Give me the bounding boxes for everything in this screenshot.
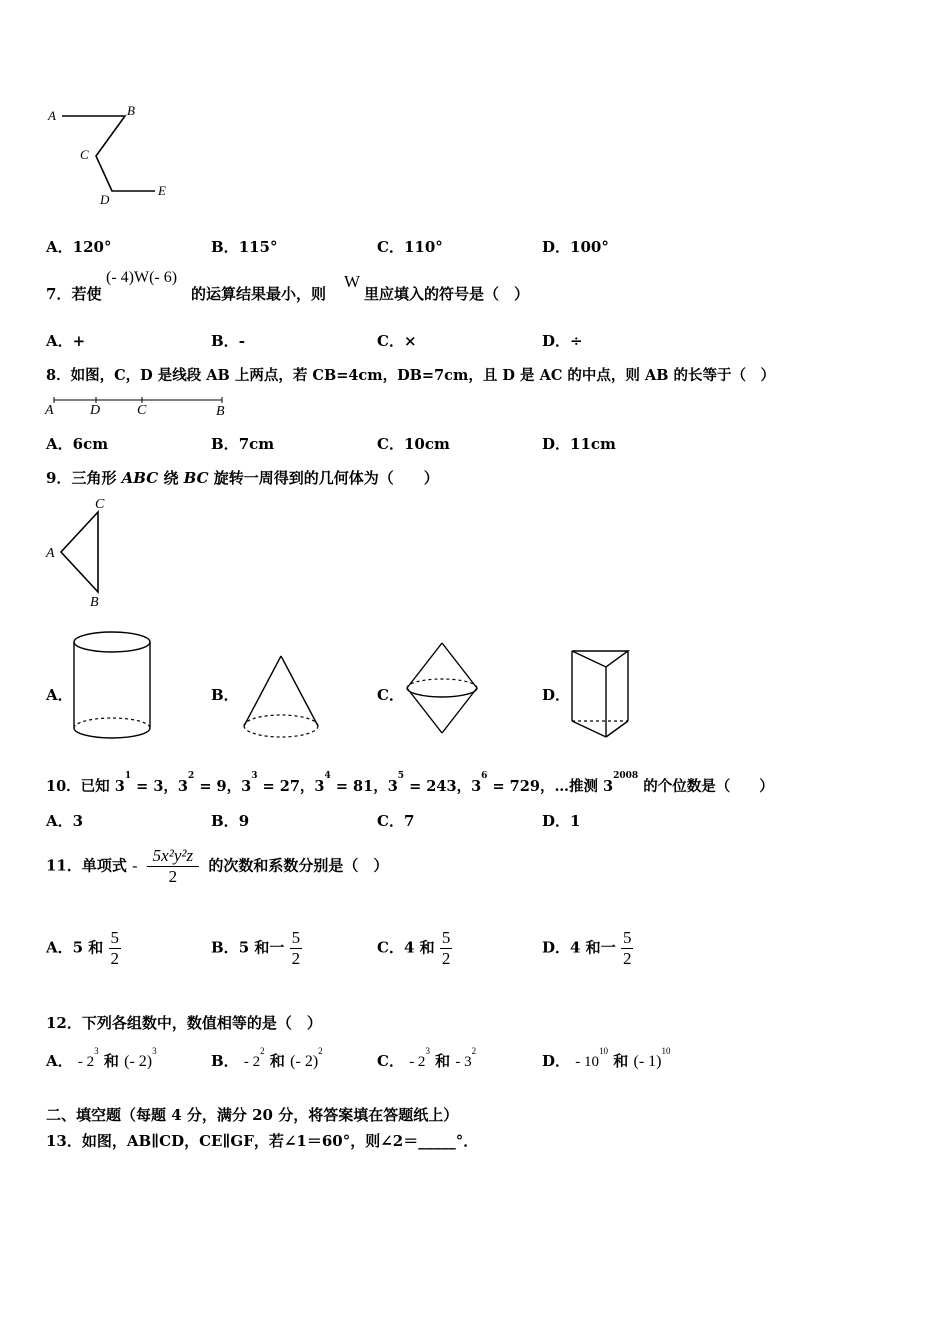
option-text: + xyxy=(72,332,86,350)
q9-axis-name: BC xyxy=(183,469,209,487)
option-text: × xyxy=(403,332,417,350)
option-letter: A． xyxy=(46,238,73,256)
q9-option-b[interactable]: B． xyxy=(211,686,239,704)
q12-option-a[interactable] xyxy=(46,1046,157,1071)
q12-option-c[interactable] xyxy=(377,1046,477,1071)
left-expression xyxy=(243,1046,265,1070)
q6-label-c: C xyxy=(80,147,89,162)
exponent: 2 xyxy=(188,771,195,781)
q9-label-c: C xyxy=(95,497,105,512)
exponent: 4 xyxy=(324,771,331,781)
option-letter: B． xyxy=(211,938,239,957)
option-text: 1 xyxy=(570,812,581,830)
q11-option-a[interactable] xyxy=(46,928,121,969)
option-letter: D． xyxy=(542,332,571,350)
q9-option-c[interactable]: C． xyxy=(377,686,404,704)
conjunction: 和 xyxy=(613,1052,629,1070)
option-letter: B． xyxy=(211,435,239,453)
exponent: 10 xyxy=(661,1046,671,1056)
base: (- 2) xyxy=(290,1053,319,1070)
right-expression xyxy=(290,1046,323,1070)
option-letter: A． xyxy=(46,332,73,350)
q10-text: = 729，…推测 3 xyxy=(487,778,614,795)
base: (- 2) xyxy=(124,1053,153,1070)
exponent: 1 xyxy=(124,771,132,781)
q11-numerator: 5x²y²z xyxy=(147,846,199,867)
option-letter: B． xyxy=(211,1052,239,1070)
q10-text: = 27，3 xyxy=(257,778,325,795)
q11-fraction xyxy=(147,846,199,887)
option-text: 11cm xyxy=(570,435,616,453)
q11-denominator: 2 xyxy=(168,867,178,886)
option-fraction xyxy=(621,928,634,969)
option-text: 110° xyxy=(403,238,443,256)
q6-option-a[interactable] xyxy=(46,236,111,257)
option-text: 5 和 xyxy=(238,938,270,957)
fraction-denominator: 2 xyxy=(110,949,120,968)
q13-stem: 13．如图，AB∥CD，CE∥GF，若∠1＝60°，则∠2＝_____°． xyxy=(46,1132,479,1150)
q10-text: = 3，3 xyxy=(131,778,189,795)
option-text: 6cm xyxy=(72,435,109,453)
q7-stem-middle: 的运算结果最小，则 xyxy=(191,285,327,303)
option-letter: C． xyxy=(377,332,404,350)
base: (- 1) xyxy=(633,1053,662,1070)
exponent: 3 xyxy=(425,1046,430,1056)
option-text: 7 xyxy=(403,812,415,830)
q11-prefix: 11．单项式 xyxy=(46,856,127,875)
base: - 2 xyxy=(409,1054,426,1070)
option-letter: C． xyxy=(377,435,404,453)
q10-stem xyxy=(46,771,774,796)
q6-label-a: A xyxy=(48,108,56,123)
exponent: 5 xyxy=(397,771,405,781)
option-letter: D． xyxy=(542,238,571,256)
q9-label-a: A xyxy=(46,546,55,561)
cone-icon[interactable] xyxy=(240,652,324,746)
fraction-numerator: 5 xyxy=(110,928,120,947)
q8-label-c: C xyxy=(137,403,147,418)
q7-option-c[interactable] xyxy=(377,330,417,351)
q7-expression: (- 4)W(- 6) xyxy=(106,269,178,286)
q7-option-d[interactable] xyxy=(542,330,583,351)
option-sign: 一 xyxy=(600,938,616,957)
q10-option-b[interactable] xyxy=(211,810,249,831)
option-text: 4 和 xyxy=(403,938,435,957)
left-expression xyxy=(575,1046,608,1070)
exponent: 2008 xyxy=(613,771,639,781)
option-text: ÷ xyxy=(570,332,583,350)
q9-part3: 旋转一周得到的几何体为（ ） xyxy=(208,469,439,487)
fraction-denominator: 2 xyxy=(622,949,632,968)
option-text: 4 和 xyxy=(570,938,601,957)
q9-triangle xyxy=(61,512,98,592)
option-text: 9 xyxy=(238,812,250,830)
base: - 10 xyxy=(575,1054,599,1070)
option-letter: C． xyxy=(377,812,404,830)
q8-label-a: A xyxy=(45,403,54,418)
exponent: 2 xyxy=(471,1046,477,1056)
option-letter: B． xyxy=(211,238,239,256)
fraction-numerator: 5 xyxy=(441,928,451,947)
option-letter: D． xyxy=(542,938,571,957)
option-sign: 一 xyxy=(269,938,285,957)
q11-stem xyxy=(46,846,388,887)
section-heading: 二、填空题（每题 4 分，满分 20 分，将答案填在答题纸上） xyxy=(46,1106,459,1124)
right-expression xyxy=(633,1046,671,1070)
q6-label-d: D xyxy=(100,192,110,207)
q9-triangle-name: ABC xyxy=(121,469,159,487)
q11-option-d[interactable] xyxy=(542,928,633,969)
option-text: 115° xyxy=(238,238,278,256)
exponent: 3 xyxy=(152,1046,157,1056)
left-expression xyxy=(409,1046,430,1070)
q7-prefix: 若使 xyxy=(71,285,102,303)
q6-polyline xyxy=(62,116,155,191)
q8-label-b: B xyxy=(216,404,225,419)
double-cone-icon[interactable] xyxy=(404,640,480,736)
base: - 2 xyxy=(77,1054,95,1070)
exponent: 3 xyxy=(94,1046,99,1056)
q8-label-d: D xyxy=(90,403,101,418)
cylinder-icon[interactable] xyxy=(70,628,156,744)
option-letter: A． xyxy=(46,938,73,957)
conjunction: 和 xyxy=(435,1052,451,1070)
q12-option-b[interactable] xyxy=(211,1046,323,1071)
q9-part1: 三角形 xyxy=(71,469,122,487)
exponent: 6 xyxy=(481,771,488,781)
q10-text: = 81，3 xyxy=(330,778,398,795)
q8-option-d[interactable] xyxy=(542,433,616,454)
q6-option-d[interactable] xyxy=(542,236,609,257)
q10-text: = 9，3 xyxy=(194,778,252,795)
q6-option-c[interactable] xyxy=(377,236,443,257)
q10-option-c[interactable] xyxy=(377,810,414,831)
q10-text: = 243，3 xyxy=(404,778,482,795)
conjunction: 和 xyxy=(269,1052,285,1070)
option-letter: C． xyxy=(377,238,404,256)
q9-stem xyxy=(46,467,439,488)
exponent: 3 xyxy=(251,771,258,781)
q11-suffix: 的次数和系数分别是（ ） xyxy=(208,856,389,875)
fraction-numerator: 5 xyxy=(291,928,301,947)
q10-option-d[interactable] xyxy=(542,810,580,831)
q7-number: 7． xyxy=(46,285,72,303)
option-text: 120° xyxy=(72,238,112,256)
option-text: - xyxy=(238,332,245,350)
q6-figure xyxy=(40,100,180,210)
fraction-denominator: 2 xyxy=(441,949,451,968)
triangular-prism-icon[interactable] xyxy=(568,645,634,743)
fraction-numerator: 5 xyxy=(622,928,632,947)
conjunction: 和 xyxy=(103,1052,119,1070)
q7-option-b[interactable] xyxy=(211,330,245,351)
option-letter: A． xyxy=(46,812,73,830)
option-letter: D． xyxy=(542,435,571,453)
exponent: 10 xyxy=(599,1046,608,1056)
option-text: 3 xyxy=(72,812,84,830)
option-fraction xyxy=(109,928,122,969)
q6-label-b: B xyxy=(127,103,135,118)
q12-option-d[interactable] xyxy=(542,1046,671,1071)
q7-stem xyxy=(46,283,101,304)
option-letter: A． xyxy=(46,1052,73,1070)
right-expression xyxy=(455,1046,477,1070)
q11-sign: - xyxy=(132,857,138,875)
q8-stem: 8．如图，C，D 是线段 AB 上两点，若 CB=4cm，DB=7cm，且 D 是 AC 的中点，则 AB 的长等于（ ） xyxy=(46,367,776,384)
q9-part2: 绕 xyxy=(158,469,184,487)
q9-label-b: B xyxy=(90,595,99,610)
q7-symbol: W xyxy=(344,272,361,291)
option-letter: C． xyxy=(377,938,404,957)
q10-prefix: 10．已知 3 xyxy=(46,778,125,795)
option-fraction xyxy=(440,928,453,969)
exponent: 2 xyxy=(260,1046,265,1056)
exponent: 2 xyxy=(318,1046,323,1056)
q8-option-c[interactable] xyxy=(377,433,450,454)
q9-option-a[interactable]: A． xyxy=(46,686,73,704)
q7-stem-suffix: 里应填入的符号是（ ） xyxy=(364,285,530,303)
option-letter: B． xyxy=(211,332,239,350)
right-expression xyxy=(124,1046,157,1070)
option-letter: D． xyxy=(542,1052,571,1070)
q11-option-b[interactable] xyxy=(211,928,302,969)
option-letter: B． xyxy=(211,812,239,830)
fraction-denominator: 2 xyxy=(291,949,301,968)
q12-stem: 12．下列各组数中，数值相等的是（ ） xyxy=(46,1014,322,1032)
q11-option-c[interactable] xyxy=(377,928,452,969)
q6-option-b[interactable] xyxy=(211,236,278,257)
q8-option-b[interactable] xyxy=(211,433,274,454)
q10-text: 的个位数是（ ） xyxy=(638,778,774,795)
q8-option-a[interactable] xyxy=(46,433,108,454)
option-fraction xyxy=(290,928,303,969)
option-text: 100° xyxy=(570,238,609,256)
q9-triangle-figure xyxy=(44,494,114,612)
option-letter: A． xyxy=(46,435,73,453)
option-text: 5 和 xyxy=(72,938,104,957)
q7-option-a[interactable] xyxy=(46,330,85,351)
q9-number: 9． xyxy=(46,469,72,487)
base: - 3 xyxy=(455,1054,472,1070)
option-letter: C． xyxy=(377,1052,404,1070)
left-expression xyxy=(77,1046,99,1070)
q6-label-e: E xyxy=(158,183,166,198)
option-text: 10cm xyxy=(403,435,450,453)
option-letter: D． xyxy=(542,812,571,830)
option-text: 7cm xyxy=(238,435,275,453)
q9-option-d[interactable]: D． xyxy=(542,686,571,704)
q10-option-a[interactable] xyxy=(46,810,83,831)
q8-figure xyxy=(44,394,234,418)
base: - 2 xyxy=(243,1054,261,1070)
